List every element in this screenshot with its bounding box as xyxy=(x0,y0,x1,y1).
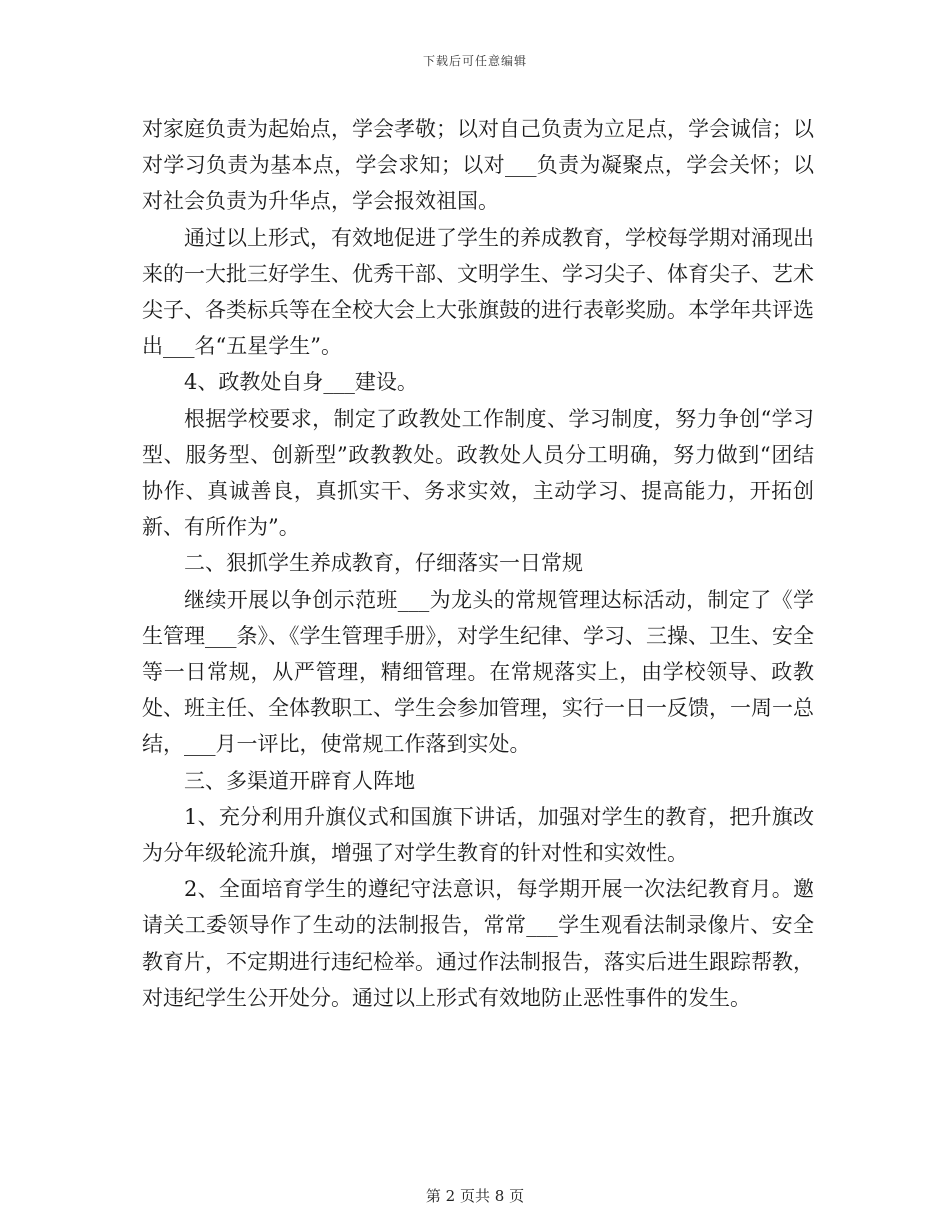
section-heading: 4、政教处自身___建设。 xyxy=(184,370,418,395)
page-footer: 第 2 页共 8 页 xyxy=(425,1187,525,1205)
page-header: 下载后可任意编辑 xyxy=(422,54,527,68)
paragraph: 1、充分利用升旗仪式和国旗下讲话，加强对学生的教育，把升旗改为分年级轮流升旗，增强了对学生教育的针对性和实效性。 xyxy=(142,804,814,866)
paragraph: 2、全面培育学生的遵纪守法意识，每学期开展一次法纪教育月。邀请关工委领导作了生动的法制报告，常常___学生观看法制录像片、安全教育片，不定期进行违纪检举。通过作法制报告，落实后进生跟踪帮教，对违纪学生公开处分。通过以上形式有效地防止恶性事件的发生。 xyxy=(142,877,814,1010)
paragraph: 通过以上形式，有效地促进了学生的养成教育，学校每学期对涌现出来的一大批三好学生、优秀干部、文明学生、学习尖子、体育尖子、艺术尖子、各类标兵等在全校大会上大张旗鼓的进行表彰奖励。本学年共评选出___名“五星学生”。 xyxy=(142,225,814,359)
paragraph: 根据学校要求，制定了政教处工作制度、学习制度，努力争创“学习型、服务型、创新型”政教教处。政教处人员分工明确，努力做到“团结协作、真诚善良，真抓实干、务求实效，主动学习、提高能力，开拓创新、有所作为”。 xyxy=(142,406,814,540)
section-heading: 三、多渠道开辟育人阵地 xyxy=(184,768,415,793)
document-body xyxy=(142,111,814,1016)
paragraph: 继续开展以争创示范班___为龙头的常规管理达标活动，制定了《学生管理___条》、《学生管理手册》，对学生纪律、学习、三操、卫生、安全等一日常规，从严管理，精细管理。在常规落实上，由学校领导、政教处、班主任、全体教职工、学生会参加管理，实行一日一反馈，一周一总结，___月一评比，使常规工作落到实处。 xyxy=(142,587,814,757)
section-heading: 二、狠抓学生养成教育，仔细落实一日常规 xyxy=(184,551,583,576)
paragraph: 对家庭负责为起始点，学会孝敬；以对自己负责为立足点，学会诚信；以对学习负责为基本点，学会求知；以对___负责为凝聚点，学会关怀；以对社会负责为升华点，学会报效祖国。 xyxy=(142,117,814,214)
